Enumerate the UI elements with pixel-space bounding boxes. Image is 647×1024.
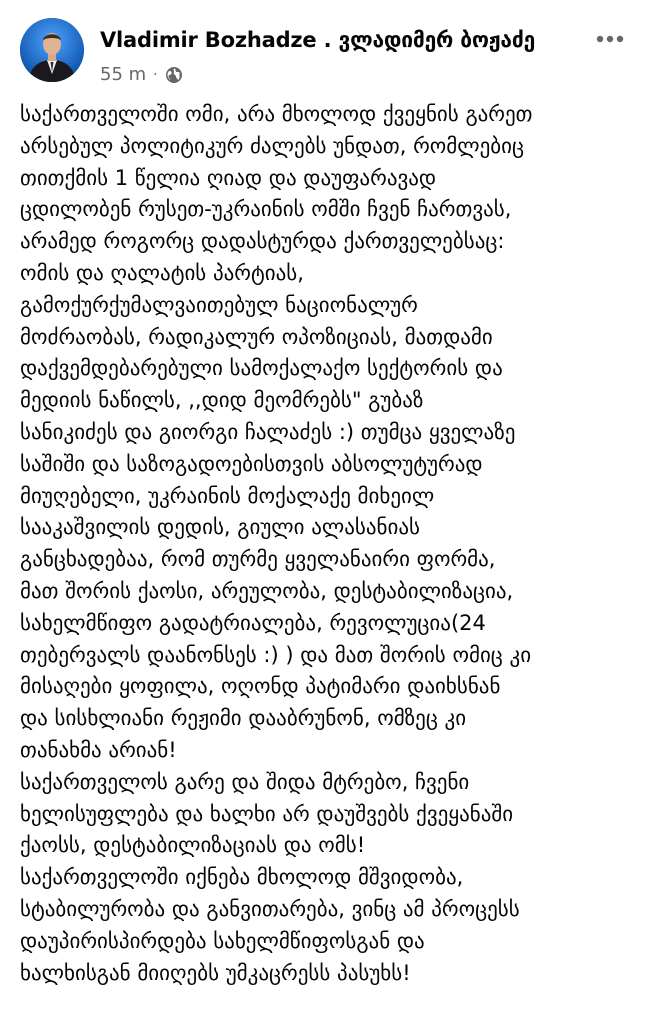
profile-photo — [20, 18, 84, 82]
post-text-line: საქართველოში იქნება მხოლოდ მშვიდობა, — [20, 865, 464, 890]
post-text-line: თითქმის 1 წელია ღიად და დაუფარავად — [20, 165, 437, 190]
more-horizontal-icon — [592, 24, 628, 54]
post-text-line: მედიის ნაწილს, ,,დიდ მეომრებს" გუბაზ — [20, 388, 424, 413]
post-text-line: სახელმწიფო გადატრიალება, რევოლუცია(24 — [20, 610, 486, 635]
post-text-line: ქაოსს, დესტაბილიზაციას და ომს! — [20, 833, 366, 858]
post-meta — [100, 64, 183, 85]
post-text-line: მიუღებელი, უკრაინის მოქალაქე მიხეილ — [20, 483, 435, 508]
author-name[interactable]: Vladimir Bozhadze . ვლადიმერ ბოჟაძე — [100, 28, 536, 52]
post-text-line: თებერვალს დაანონსეს :) ) და მათ შორის ომიც კი — [20, 642, 532, 667]
post-body-text — [20, 99, 635, 989]
post-text-line: საქართველოს გარე და შიდა მტრებო, ჩვენი — [20, 769, 470, 794]
post-text-line: სანიკიძეს და გიორგი ჩალაძეს :) თუმცა ყველაზე — [20, 419, 516, 444]
more-options-button[interactable] — [592, 24, 628, 54]
post-text-line: დაქვემდებარებული სამოქალაქო სექტორის და — [20, 356, 503, 381]
post-text-line: მისაღები ყოფილა, ოღონდ პატიმარი დაიხსნან — [20, 674, 501, 699]
post-text-line: არსებულ პოლიტიკურ ძალებს უნდათ, რომლებიც — [20, 133, 525, 158]
post-timestamp[interactable]: 55 m — [100, 64, 147, 85]
post-text-line: სტაბილურობა და განვითარება, ვინც ამ პროცესს — [20, 896, 520, 921]
post-text-line: თანახმა არიან! — [20, 737, 177, 762]
post-text-line: სააკაშვილის დედის, გიული ალასანიას — [20, 515, 420, 540]
post-text-line: ომის და ღალატის პარტიას, — [20, 260, 304, 285]
post-header — [20, 18, 627, 88]
avatar[interactable] — [20, 18, 84, 82]
post-text-line: მათ შორის ქაოსი, არეულობა, დესტაბილიზაცია, — [20, 578, 514, 603]
post-text-line: გამოქურქუმალვაითებულ ნაციონალურ — [20, 292, 418, 317]
post-text-line: და სისხლიანი რეჟიმი დააბრუნონ, ომზეც კი — [20, 706, 467, 731]
post-text-line: საშიში და საზოგადოებისთვის აბსოლუტურად — [20, 451, 483, 476]
post-text-line: დაუპირისპირდება სახელმწიფოსგან და — [20, 928, 425, 953]
globe-icon[interactable] — [165, 66, 183, 84]
post-text-line: საქართველოში ომი, არა მხოლოდ ქვეყნის გარეთ — [20, 102, 533, 126]
post-text-line: განცხადებაა, რომ თურმე ყველანაირი ფორმა, — [20, 547, 496, 572]
post-text-line: არამედ როგორც დადასტურდა ქართველებსაც: — [20, 229, 505, 254]
post-text-line: მოძრაობას, რადიკალურ ოპოზიციას, მათდამი — [20, 324, 493, 349]
post-text-line: ცდილობენ რუსეთ-უკრაინის ომში ჩვენ ჩართვას, — [20, 197, 512, 222]
meta-separator: · — [153, 66, 158, 83]
post-text-line: ხალხისგან მიიღებს უმკაცრესს პასუხს! — [20, 960, 411, 985]
post-text-line: ხელისუფლება და ხალხი არ დაუშვებს ქვეყანაში — [20, 801, 514, 826]
